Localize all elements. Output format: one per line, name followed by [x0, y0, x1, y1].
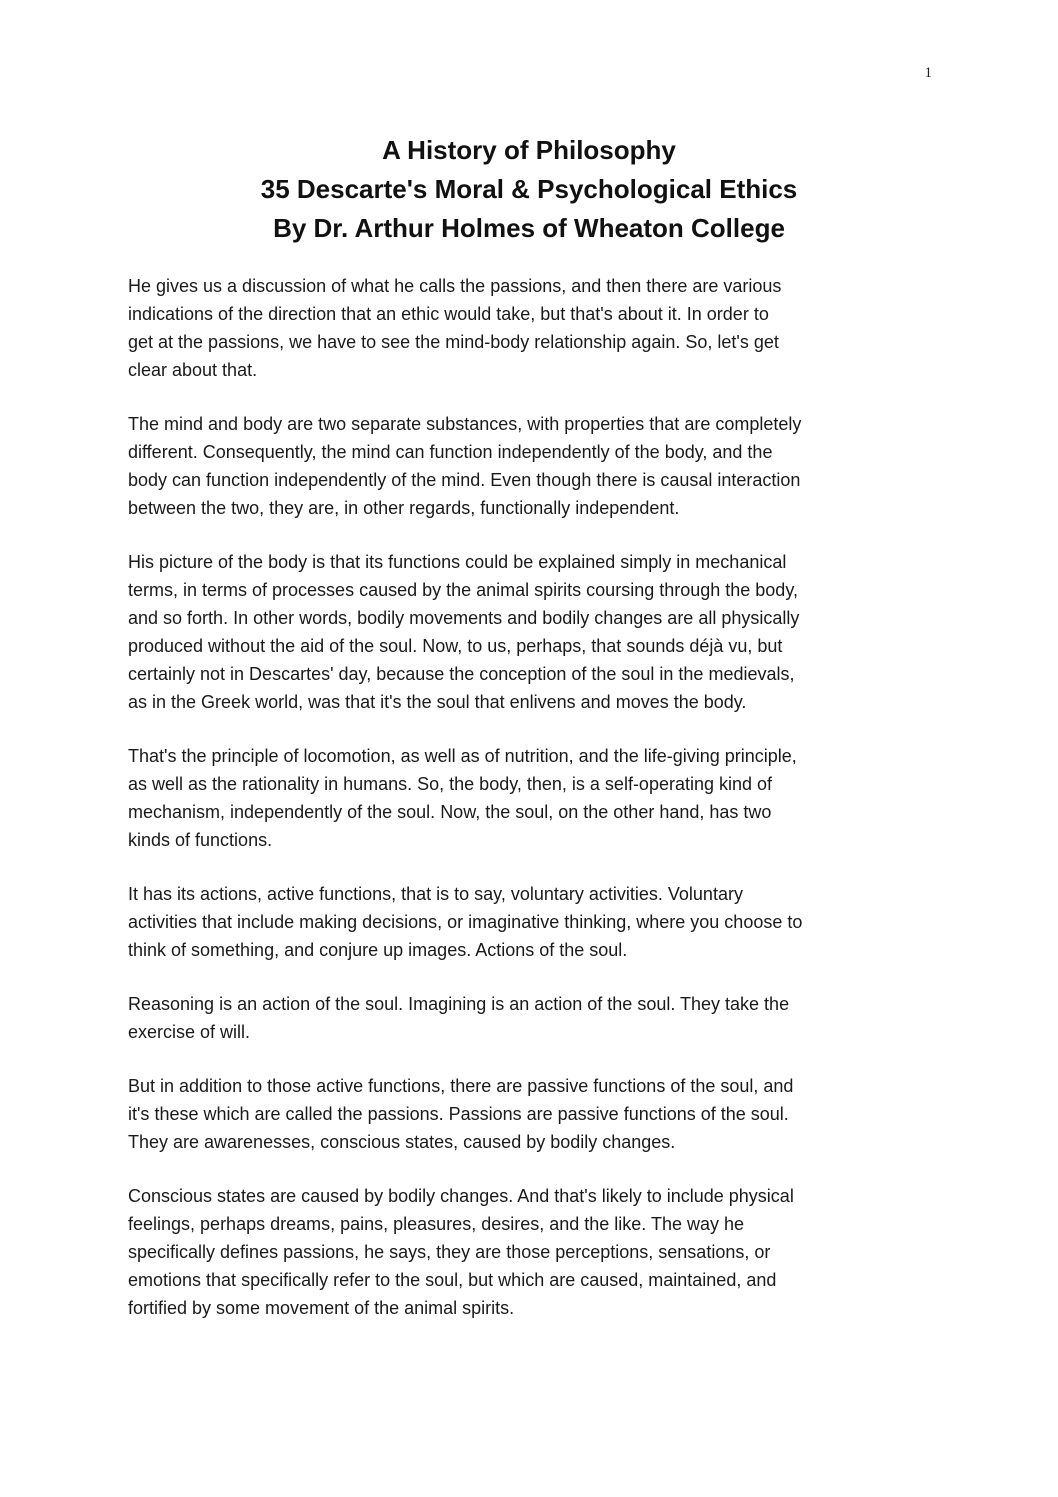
title-line: A History of Philosophy: [382, 135, 676, 165]
paragraph-line: mechanism, independently of the soul. Now, the soul, on the other hand, has two: [128, 802, 772, 822]
paragraph-line: as in the Greek world, was that it's the soul that enlivens and moves the body.: [128, 692, 747, 712]
paragraph-line: feelings, perhaps dreams, pains, pleasures, desires, and the like. The way he: [128, 1214, 745, 1234]
page-number: 1: [924, 65, 932, 81]
paragraph-line: It has its actions, active functions, that is to say, voluntary activities. Voluntary: [128, 884, 743, 904]
paragraph-line: They are awarenesses, conscious states, caused by bodily changes.: [128, 1132, 676, 1152]
paragraph-line: body can function independently of the mind. Even though there is causal interaction: [128, 470, 801, 490]
paragraph: [128, 1072, 930, 1156]
paragraph-line: between the two, they are, in other regards, functionally independent.: [128, 498, 680, 518]
paragraph-line: His picture of the body is that its functions could be explained simply in mechanical: [128, 552, 787, 572]
author-line: By Dr. Arthur Holmes of Wheaton College: [273, 213, 785, 243]
paragraph-line: get at the passions, we have to see the mind-body relationship again. So, let's get: [128, 332, 779, 352]
paragraph-line: He gives us a discussion of what he calls the passions, and then there are various: [128, 276, 782, 296]
paragraph-line: Conscious states are caused by bodily changes. And that's likely to include physical: [128, 1186, 794, 1206]
paragraph-line: kinds of functions.: [128, 830, 273, 850]
paragraph-line: Reasoning is an action of the soul. Imagining is an action of the soul. They take the: [128, 994, 790, 1014]
document-title: [128, 131, 930, 248]
paragraph-line: clear about that.: [128, 360, 258, 380]
paragraph-line: certainly not in Descartes' day, because the conception of the soul in the medievals,: [128, 664, 795, 684]
paragraph-line: produced without the aid of the soul. Now, to us, perhaps, that sounds déjà vu, but: [128, 636, 783, 656]
paragraph-line: That's the principle of locomotion, as well as of nutrition, and the life-giving principle,: [128, 746, 797, 766]
paragraph: [128, 1182, 930, 1322]
paragraph-line: But in addition to those active functions, there are passive functions of the soul, and: [128, 1076, 794, 1096]
paragraph-line: The mind and body are two separate substances, with properties that are completely: [128, 414, 802, 434]
paragraph-line: terms, in terms of processes caused by the animal spirits coursing through the body,: [128, 580, 798, 600]
paragraph-line: activities that include making decisions, or imaginative thinking, where you choose to: [128, 912, 803, 932]
paragraph-line: as well as the rationality in humans. So, the body, then, is a self-operating kind of: [128, 774, 773, 794]
paragraph-line: and so forth. In other words, bodily movements and bodily changes are all physically: [128, 608, 800, 628]
paragraph: [128, 272, 930, 384]
paragraph-line: fortified by some movement of the animal spirits.: [128, 1298, 515, 1318]
paragraph-line: think of something, and conjure up images. Actions of the soul.: [128, 940, 628, 960]
paragraph-line: specifically defines passions, he says, they are those perceptions, sensations, or: [128, 1242, 771, 1262]
paragraph-line: it's these which are called the passions. Passions are passive functions of the soul.: [128, 1104, 789, 1124]
paragraph-line: exercise of will.: [128, 1022, 251, 1042]
paragraph: [128, 880, 930, 964]
subtitle-line: 35 Descarte's Moral & Psychological Ethics: [260, 174, 798, 204]
paragraph-line: different. Consequently, the mind can function independently of the body, and the: [128, 442, 773, 462]
document-body: [128, 272, 930, 1348]
paragraph: [128, 990, 930, 1046]
paragraph: [128, 548, 930, 716]
paragraph: [128, 742, 930, 854]
paragraph-line: indications of the direction that an ethic would take, but that's about it. In order to: [128, 304, 769, 324]
paragraph: [128, 410, 930, 522]
paragraph-line: emotions that specifically refer to the soul, but which are caused, maintained, and: [128, 1270, 777, 1290]
